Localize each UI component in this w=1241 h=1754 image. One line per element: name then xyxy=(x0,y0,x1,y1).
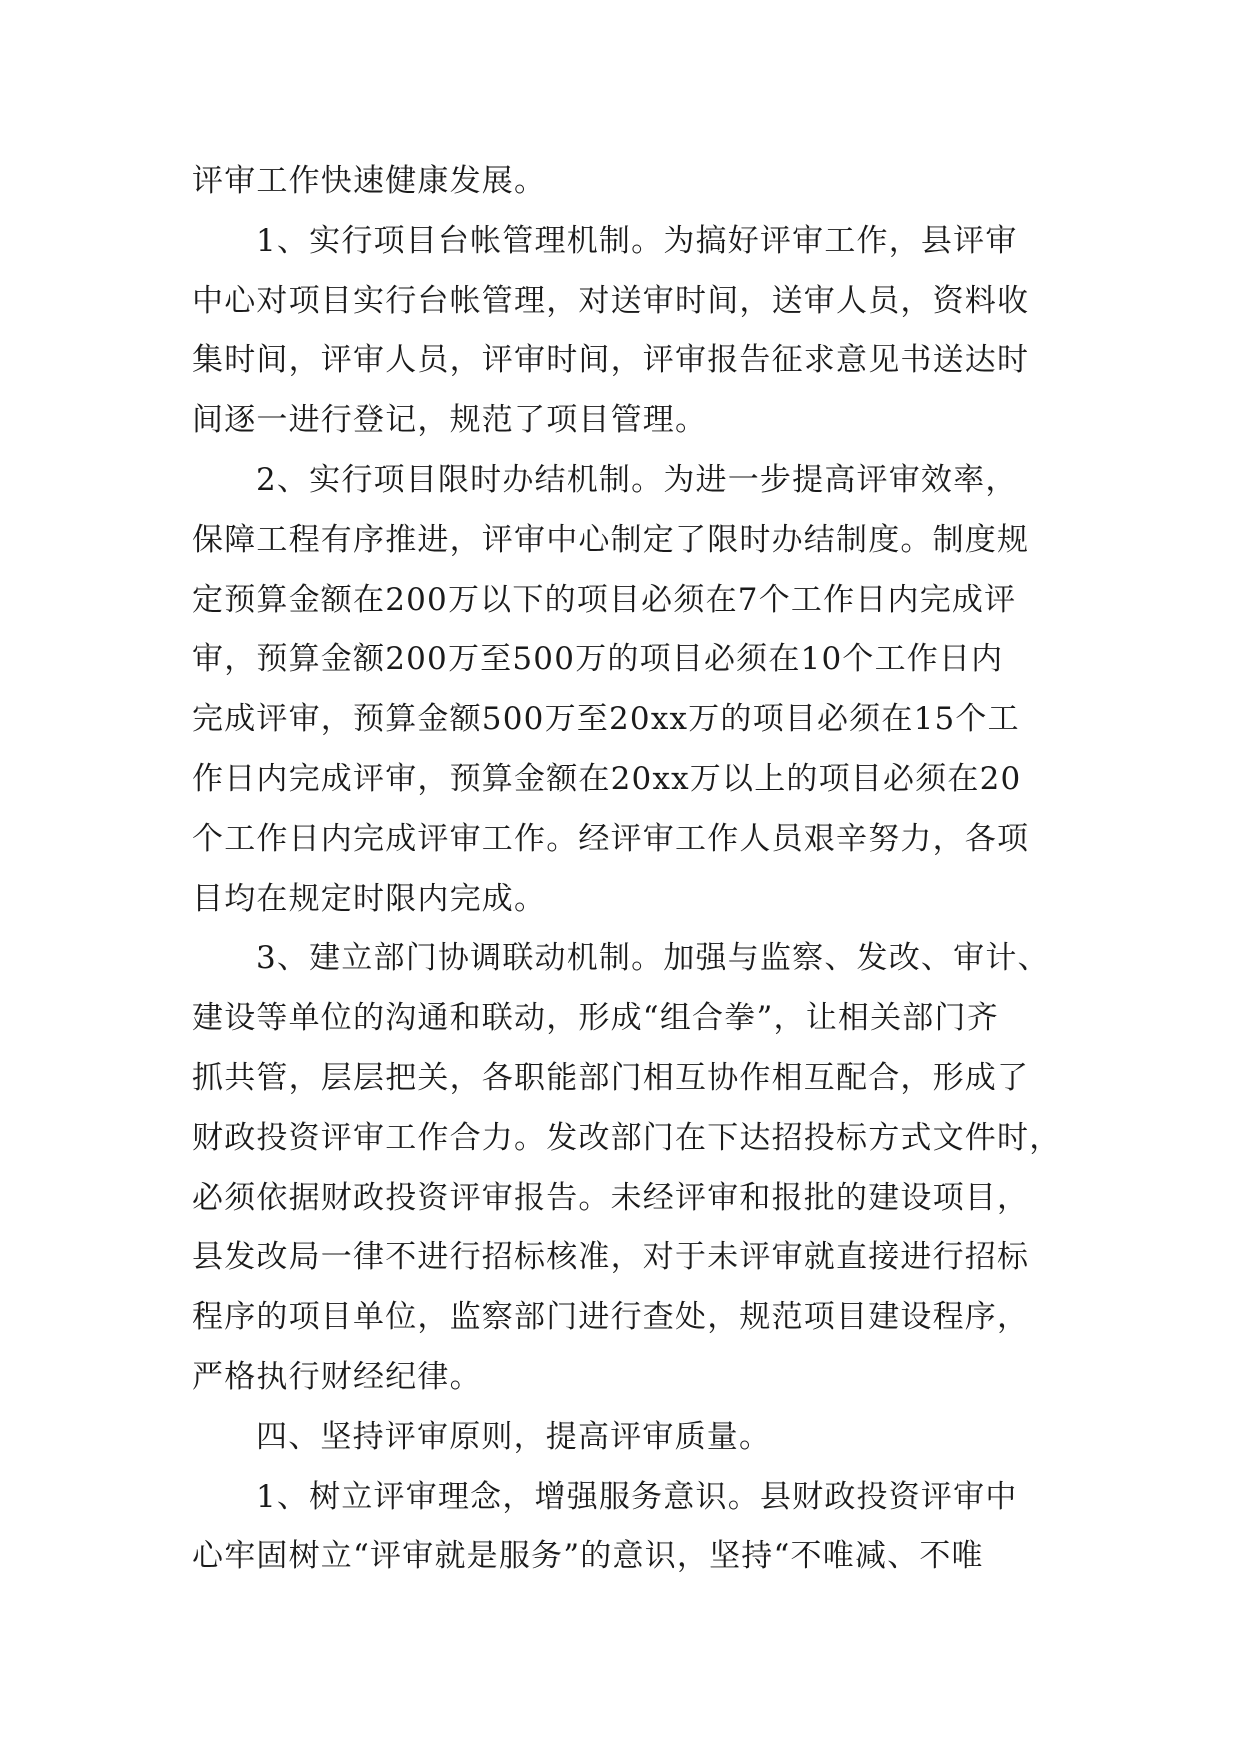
text-line: 定预算金额在200万以下的项目必须在7个工作日内完成评 xyxy=(192,581,1017,618)
text-line: 必须依据财政投资评审报告。未经评审和报批的建设项目， xyxy=(192,1179,1030,1216)
text-line: 3、建立部门协调联动机制。加强与监察、发改、审计、 xyxy=(256,940,1050,977)
text-line: 1、树立评审理念，增强服务意识。县财政投资评审中 xyxy=(256,1478,1018,1515)
text-line: 县发改局一律不进行招标核准，对于未评审就直接进行招标 xyxy=(192,1239,1030,1276)
text-line: 审，预算金额200万至500万的项目必须在10个工作日内 xyxy=(192,641,1004,678)
text-line: 严格执行财经纪律。 xyxy=(192,1358,482,1395)
text-line: 四、坚持评审原则，提高评审质量。 xyxy=(256,1418,772,1455)
text-line: 财政投资评审工作合力。发改部门在下达招投标方式文件时， xyxy=(192,1119,1062,1156)
text-line: 心牢固树立“评审就是服务”的意识，坚持“不唯减、不唯 xyxy=(192,1538,984,1575)
text-line: 个工作日内完成评审工作。经评审工作人员艰辛努力，各项 xyxy=(192,820,1030,857)
document-body xyxy=(192,152,1062,1587)
text-line: 抓共管，层层把关，各职能部门相互协作相互配合，形成了 xyxy=(192,1059,1030,1096)
text-line: 建设等单位的沟通和联动，形成“组合拳”，让相关部门齐 xyxy=(192,1000,999,1037)
text-line: 保障工程有序推进，评审中心制定了限时办结制度。制度规 xyxy=(192,521,1030,558)
text-line: 目均在规定时限内完成。 xyxy=(192,880,547,917)
text-line: 评审工作快速健康发展。 xyxy=(192,163,547,199)
text-line: 完成评审，预算金额500万至20xx万的项目必须在15个工 xyxy=(192,701,1020,738)
text-line: 间逐一进行登记，规范了项目管理。 xyxy=(192,402,708,439)
text-line: 中心对项目实行台帐管理，对送审时间，送审人员，资料收 xyxy=(192,282,1030,319)
text-line: 集时间，评审人员，评审时间，评审报告征求意见书送达时 xyxy=(192,342,1030,379)
text-line: 作日内完成评审，预算金额在20xx万以上的项目必须在20 xyxy=(192,760,1022,797)
text-line: 1、实行项目台帐管理机制。为搞好评审工作，县评审 xyxy=(256,222,1018,259)
text-line: 2、实行项目限时办结机制。为进一步提高评审效率， xyxy=(256,461,1018,498)
text-line: 程序的项目单位，监察部门进行查处，规范项目建设程序， xyxy=(192,1299,1030,1336)
